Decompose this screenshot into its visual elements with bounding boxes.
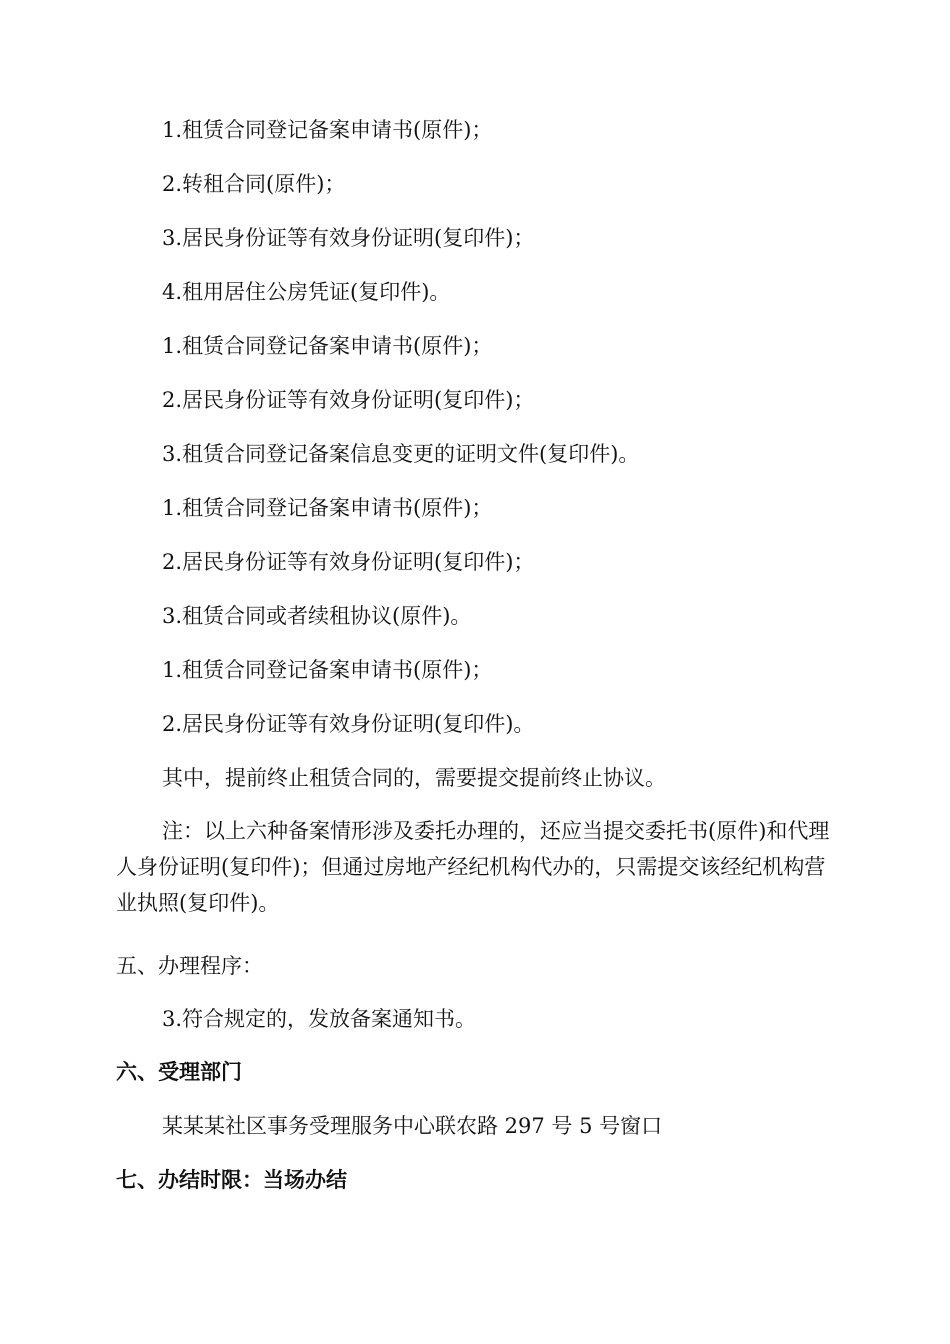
delegation-note-paragraph: 注：以上六种备案情形涉及委托办理的，还应当提交委托书(原件)和代理人身份证明(复印件)；但通过房地产经纪机构代办的，只需提交该经纪机构营业执照(复印件)。	[116, 819, 830, 915]
list-item: 2.居民身份证等有效身份证明(复印件)。	[162, 712, 535, 736]
list-item: 3.租赁合同登记备案信息变更的证明文件(复印件)。	[162, 442, 640, 466]
list-item: 1.租赁合同登记备案申请书(原件)；	[162, 496, 493, 520]
section-5-item: 3.符合规定的，发放备案通知书。	[162, 1007, 477, 1031]
section-5-title: 五、办理程序：	[116, 954, 263, 978]
list-item: 1.租赁合同登记备案申请书(原件)；	[162, 334, 493, 358]
list-item: 1.租赁合同登记备案申请书(原件)；	[162, 658, 493, 682]
section-6-title: 六、受理部门	[116, 1060, 242, 1084]
section-7-title: 七、办结时限：当场办结	[116, 1168, 347, 1192]
section-6-content: 某某某社区事务受理服务中心联农路 297 号 5 号窗口	[162, 1114, 663, 1138]
list-item: 1.租赁合同登记备案申请书(原件)；	[162, 118, 493, 142]
list-item: 2.转租合同(原件)；	[162, 172, 346, 196]
list-item: 4.租用居住公房凭证(复印件)。	[162, 280, 451, 304]
list-item: 3.租赁合同或者续租协议(原件)。	[162, 604, 472, 628]
list-item: 2.居民身份证等有效身份证明(复印件)；	[162, 550, 535, 574]
list-item: 2.居民身份证等有效身份证明(复印件)；	[162, 388, 535, 412]
list-item: 3.居民身份证等有效身份证明(复印件)；	[162, 226, 535, 250]
early-termination-note: 其中，提前终止租赁合同的，需要提交提前终止协议。	[162, 766, 666, 790]
